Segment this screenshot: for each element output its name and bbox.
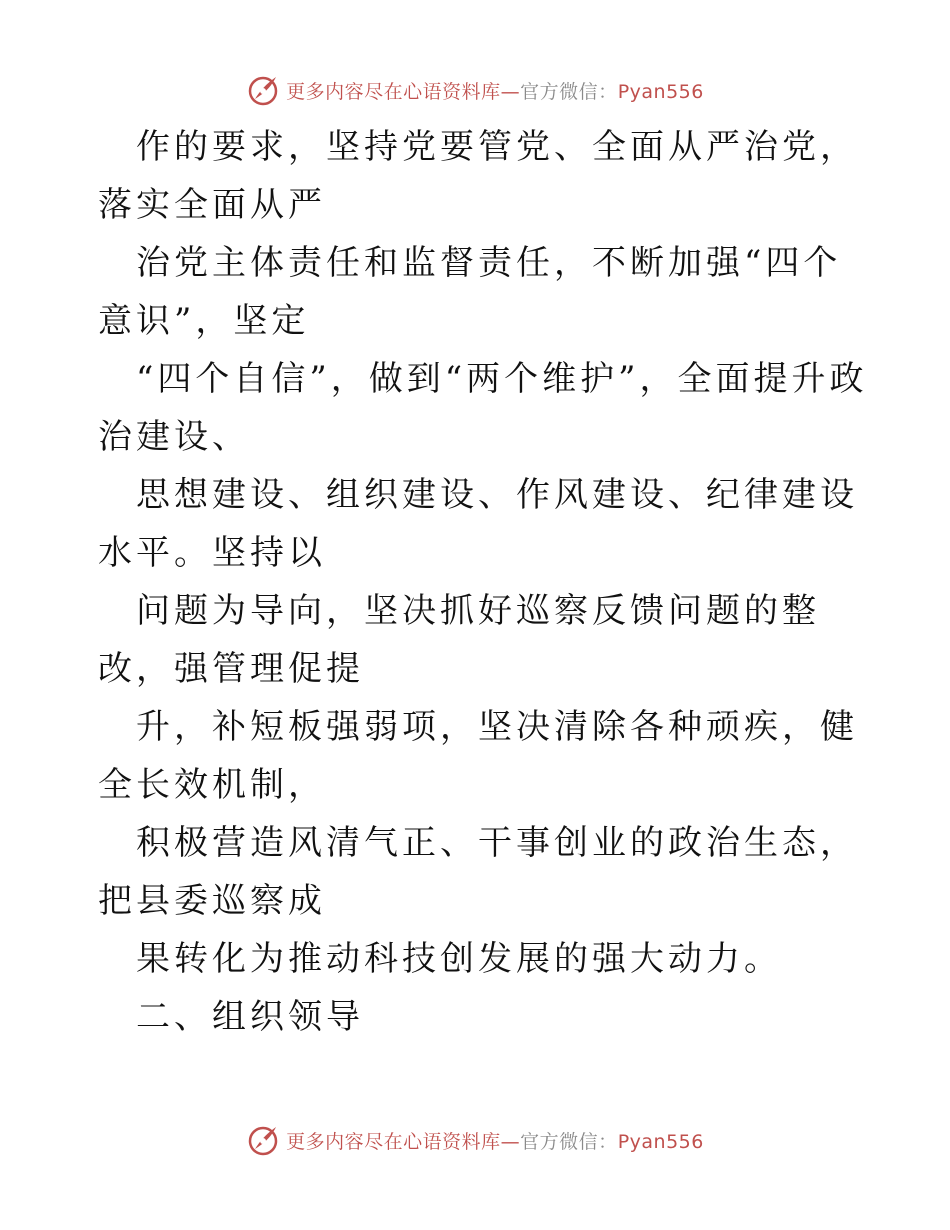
feather-pen-logo-icon — [246, 73, 280, 107]
banner-main-text: 更多内容尽在心语资料库 — [286, 80, 501, 103]
banner-wechat-label: 官方微信： — [520, 80, 618, 103]
banner-main-text: 更多内容尽在心语资料库 — [286, 1130, 501, 1153]
paragraph: 升，补短板强弱项，坚决清除各种顽疾，健全长效机制， — [98, 707, 858, 805]
banner-wechat-id: Pyan556 — [617, 1130, 704, 1153]
paragraph: 治党主体责任和监督责任，不断加强“四个意识”，坚定 — [98, 243, 842, 341]
section-heading: 二、组织领导 — [136, 997, 364, 1037]
banner-wechat-id: Pyan556 — [617, 80, 704, 103]
header-banner — [0, 70, 950, 110]
document-body — [98, 118, 868, 1046]
banner-dash: — — [500, 80, 521, 103]
footer-banner — [0, 1120, 950, 1160]
paragraph: 果转化为推动科技创发展的强大动力。 — [136, 939, 782, 979]
banner-dash: — — [500, 1130, 521, 1153]
paragraph: 作的要求，坚持党要管党、全面从严治党，落实全面从严 — [98, 127, 858, 225]
banner-text — [286, 77, 704, 104]
paragraph: 思想建设、组织建设、作风建设、纪律建设水平。坚持以 — [98, 475, 858, 573]
banner-wechat-label: 官方微信： — [520, 1130, 618, 1153]
paragraph: 问题为导向，坚决抓好巡察反馈问题的整改，强管理促提 — [98, 591, 820, 689]
paragraph: 积极营造风清气正、干事创业的政治生态，把县委巡察成 — [98, 823, 858, 921]
feather-pen-logo-icon — [246, 1123, 280, 1157]
banner-text — [286, 1127, 704, 1154]
paragraph: “四个自信”，做到“两个维护”，全面提升政治建设、 — [98, 359, 868, 457]
